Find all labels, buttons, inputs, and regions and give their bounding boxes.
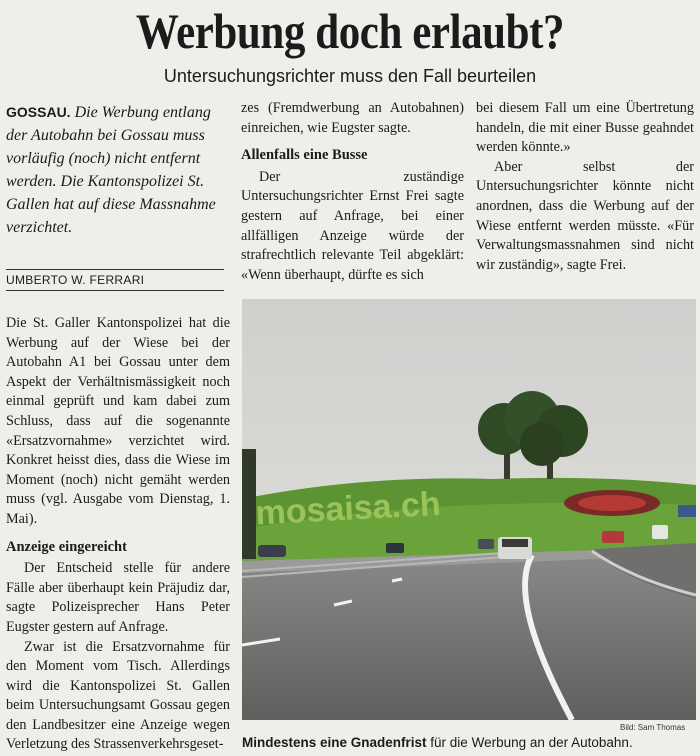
author-rule-top — [6, 269, 224, 270]
paragraph: Der Entscheid stelle für andere Fälle aber überhaupt kein Präjudiz dar, sagte Polizeisprecher Hans Peter Eugster gestern auf Anfrage. — [6, 560, 230, 635]
paragraph: bei diesem Fall um eine Übertretung handeln, die mit einer Busse geahndet werden könnte.» — [476, 100, 694, 156]
article-column-3 — [476, 99, 694, 275]
photo-caption — [242, 734, 700, 752]
author-rule-bottom — [6, 290, 224, 291]
author-byline: UMBERTO W. FERRARI — [6, 273, 145, 287]
subheadline: Untersuchungsrichter muss den Fall beurteilen — [163, 66, 537, 86]
paragraph: Aber selbst der Untersuchungsrichter könnte nicht anordnen, dass die Werbung auf der Wiese entfernt werden müsste. «Für Verwaltungsmassnahmen sind nicht wir zuständig», sagte Frei. — [476, 158, 694, 273]
field-lettering: mosaisa.ch — [254, 484, 442, 533]
dateline: GOSSAU. — [6, 104, 71, 120]
caption-lead: Mindestens eine Gnadenfrist — [242, 735, 427, 750]
paragraph: Die St. Galler Kantonspolizei hat die Werbung auf der Wiese bei der Autobahn A1 bei Gossau unter dem Aspekt der Verhältnismässigkeit noch einmal geprüft und kam dabei zum Schluss, dass auf die sogenannte «Ersatzvornahme» verzichtet wird. Konkret heisst dies, dass die Wiese im Moment (noch) nicht gemäht werden muss (vgl. Ausgabe vom Dienstag, 1. Mai). — [6, 315, 230, 527]
highway-photo — [242, 299, 696, 720]
article-column-2 — [241, 99, 464, 285]
lead-paragraph — [6, 101, 224, 239]
lead-text: Die Werbung entlang der Autobahn bei Gossau muss vorläufig (noch) nicht entfernt werden. Die Kantonspolizei St. Gallen hat auf diese Massnahme verzichtet. — [6, 104, 216, 236]
article-column-1 — [6, 314, 230, 755]
paragraph: Der zuständige Untersuchungsrichter Ernst Frei sagte gestern auf Anfrage, bei einer allfälligen Anzeige würde der strafrechtlich relevante Teil abgeklärt: «Wenn überhaupt, dürfte es sich — [241, 168, 464, 283]
section-heading: Allenfalls eine Busse — [241, 147, 368, 164]
paragraph: zes (Fremdwerbung an Autobahnen) einreichen, wie Eugster sagte. — [241, 100, 464, 136]
caption-text: für die Werbung an der Autobahn. — [426, 735, 633, 750]
section-heading: Anzeige eingereicht — [6, 538, 127, 555]
headline: Werbung doch erlaubt? — [135, 3, 565, 59]
paragraph: Zwar ist die Ersatzvornahme für den Moment vom Tisch. Allerdings wird die Kantonspolizei St. Gallen beim Untersuchungsamt Gossau gegen den Landbesitzer eine Anzeige wegen Verletzung des Strassenverkehrsgeset- — [6, 638, 230, 753]
photo-credit: Bild: Sam Thomas — [620, 723, 686, 732]
